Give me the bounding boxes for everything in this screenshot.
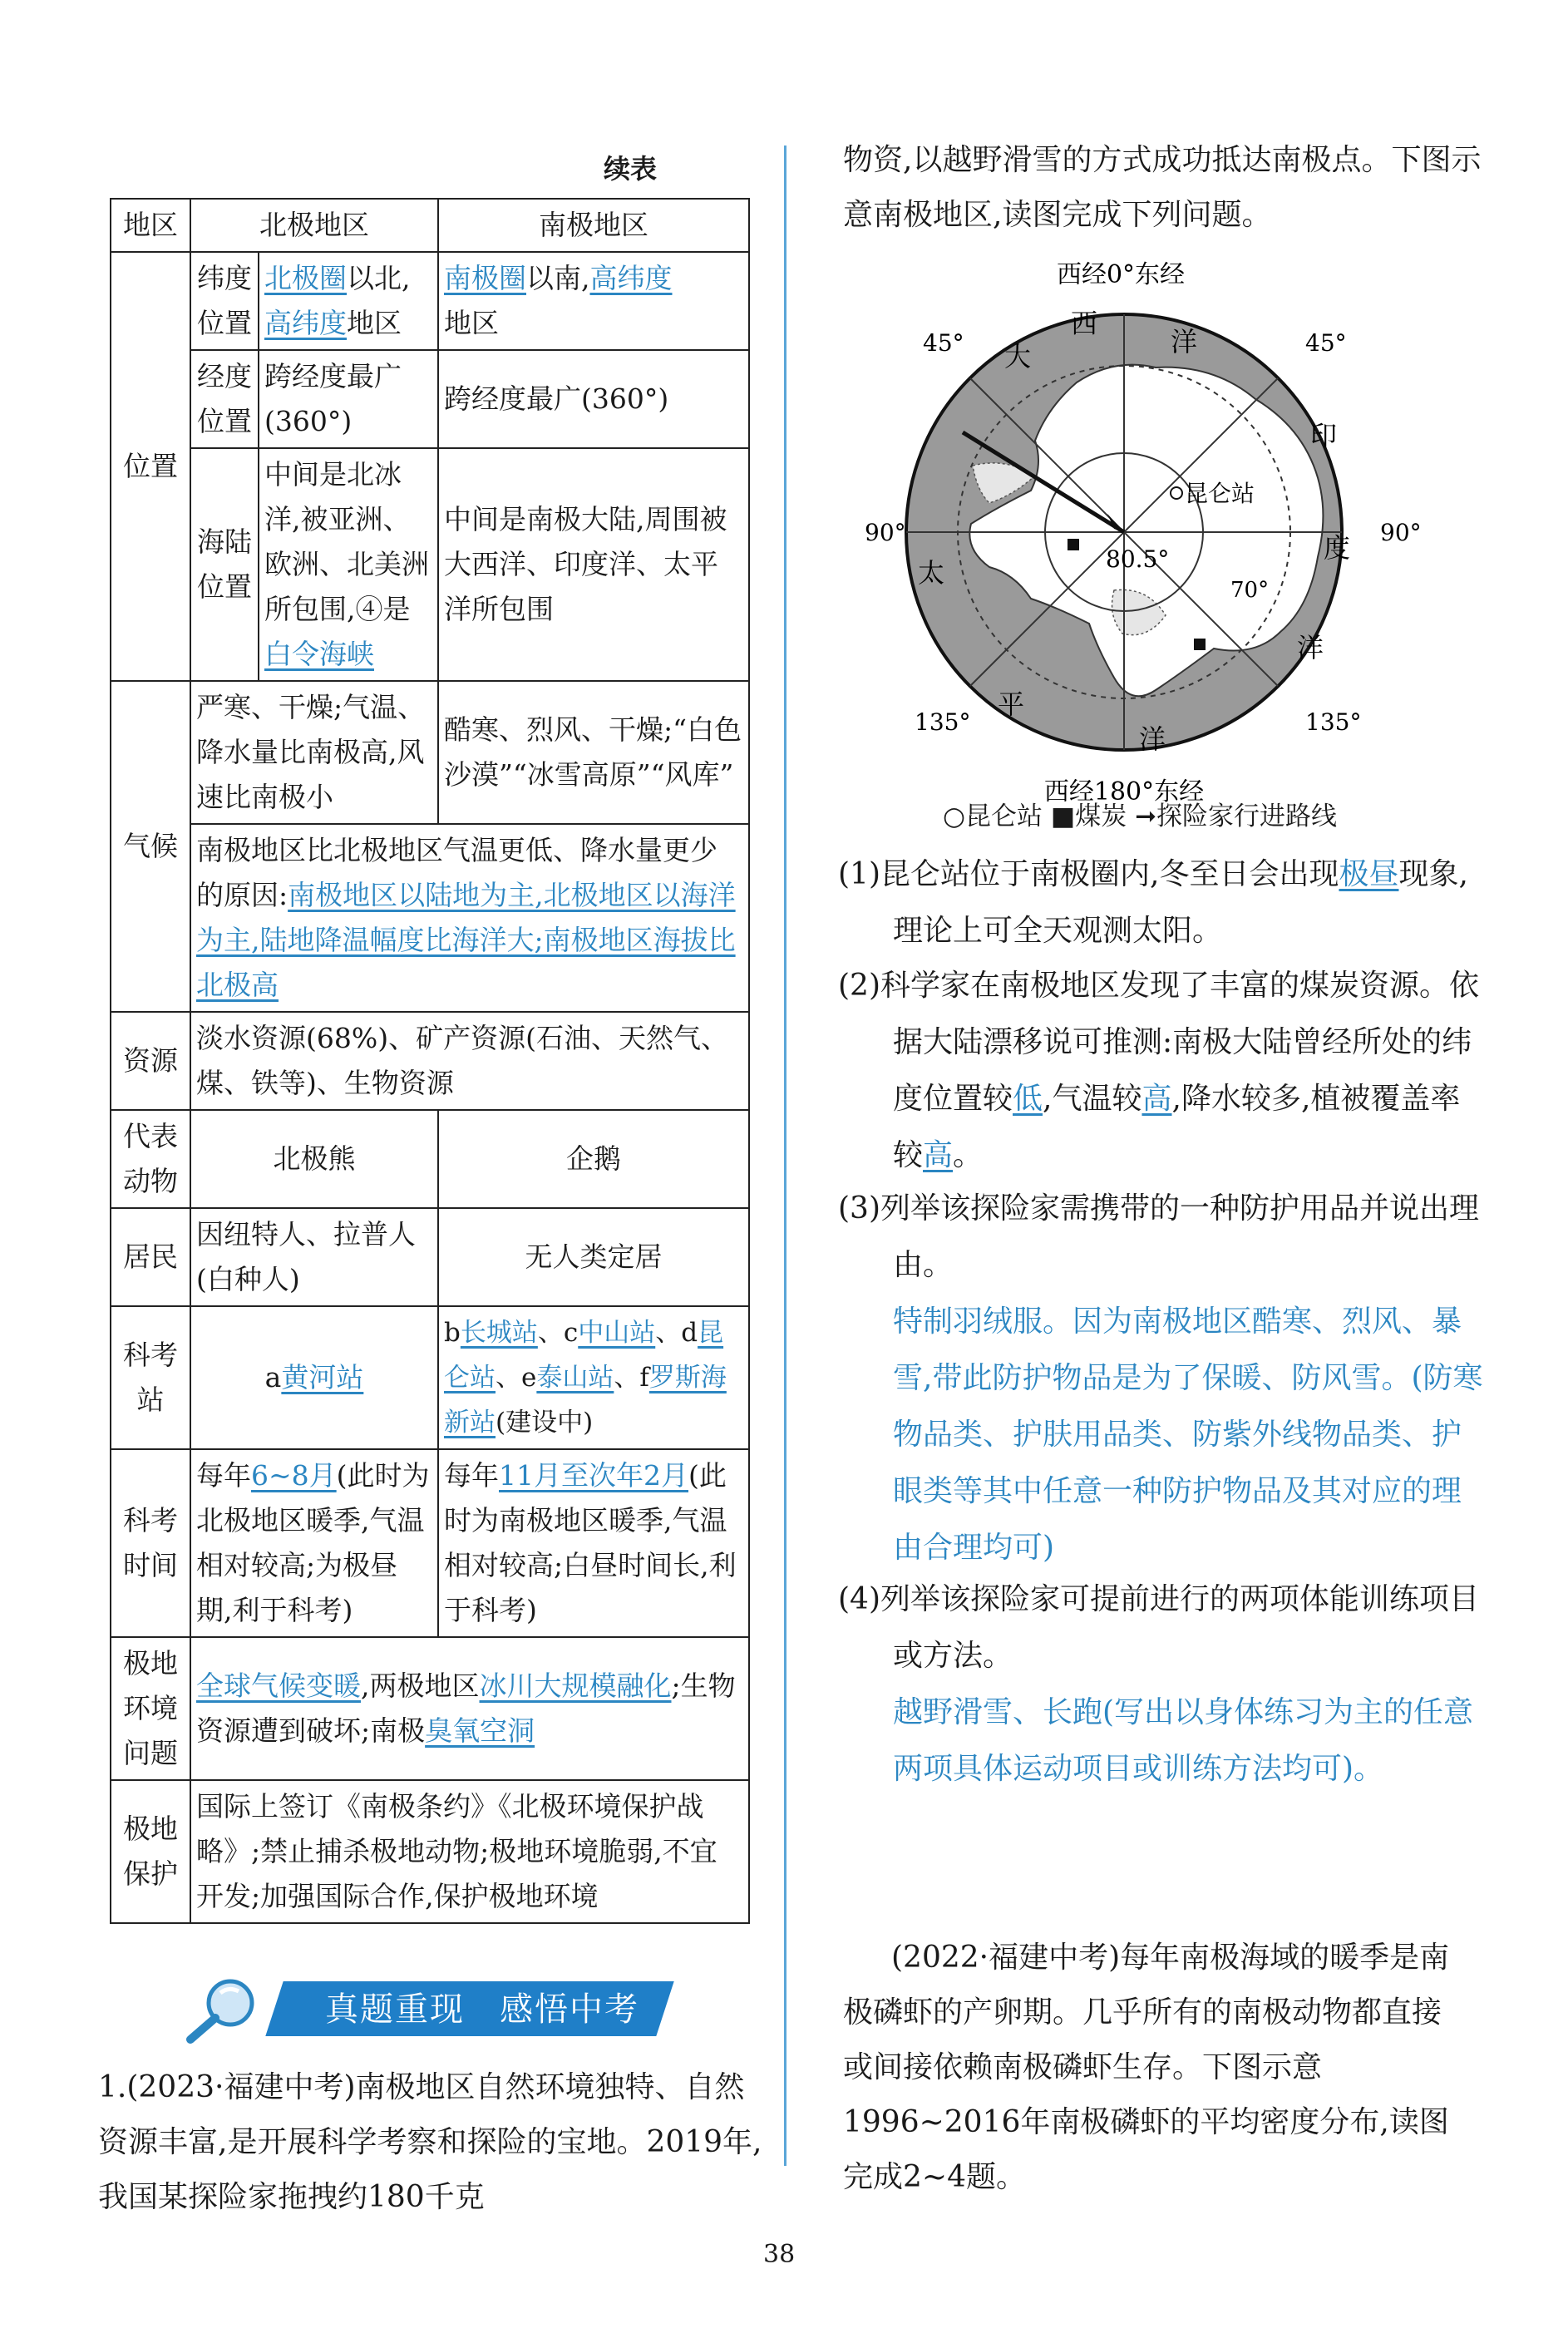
header-arctic: 北极地区 [190,199,438,252]
table-row-research-time [111,1449,749,1637]
lon-label-45e: 45° [1305,329,1347,357]
section-header [179,1975,678,2040]
subquestion-2: (2)科学家在南极地区发现了丰富的煤炭资源。依据大陆漂移说可推测:南极大陆曾经所处的纬度位置较低,气温较高,降水较多,植被覆盖率较高。 [838,969,1479,1172]
row-label-stations: 科考站 [111,1306,190,1449]
subquestion-3: (3)列举该探险家需携带的一种防护用品并说出理由。 特制羽绒服。因为南极地区酷寒、烈风、暴雪,带此防护物品是为了保暖、防风雪。(防寒物品类、护肤用品类、防紫外线物品类、护眼类等其中任意一种防护物品及其对应的理由合理均可) [838,1181,1487,1576]
ocean-char-pacific-1: 太 [918,557,945,589]
map-top-label: 西经0°东经 [1056,260,1186,289]
row-label-resources: 资源 [111,1012,190,1110]
cell-antarctic-latitude: 南极圈以南,高纬度 地区 [438,252,749,350]
cell-arctic-animal: 北极熊 [190,1110,438,1208]
subquestion-4: (4)列举该探险家可提前进行的两项体能训练项目或方法。 越野滑雪、长跑(写出以身体练习为主的任意两项具体运动项目或训练方法均可)。 [838,1571,1487,1798]
page-number: 38 [763,2240,796,2269]
table-header-row [111,199,749,252]
cell-antarctic-residents: 无人类定居 [438,1208,749,1306]
row-label-protection: 极地保护 [111,1780,190,1923]
coal-marker [1068,539,1079,550]
table-row-climate [111,681,749,824]
row-label-env-issues: 极地环境问题 [111,1637,190,1780]
cell-antarctic-land-sea: 中间是南极大陆,周围被大西洋、印度洋、太平洋所包围 [438,448,749,681]
question-2-intro: (2022·福建中考)每年南极海域的暖季是南极磷虾的产卵期。几乎所有的南极动物都直接或间接依赖南极磷虾生存。下图示意1996~2016年南极磷虾的平均密度分布,读图完成2~4题。 [843,1941,1450,2194]
cell-antarctic-stations: b长城站、c中山站、d昆仑站、e泰山站、f罗斯海新站(建设中) [438,1306,749,1449]
subquestion-3-answer: 特制羽绒服。因为南极地区酷寒、烈风、暴雪,带此防护物品是为了保暖、防风雪。(防寒物品类、护肤用品类、防紫外线物品类、护眼类等其中任意一种防护物品及其对应的理由合理均可) [893,1305,1483,1565]
ocean-char-pacific-3: 洋 [1139,723,1166,755]
map-legend [943,798,1337,835]
legend-route: ➞探险家行进路线 [1135,802,1338,831]
cell-arctic-latitude: 北极圈以北,高纬度地区 [259,252,438,350]
cell-resources: 淡水资源(68%)、矿产资源(石油、天然气、煤、铁等)、生物资源 [190,1012,749,1110]
table-row-protection [111,1780,749,1923]
subquestion-1: (1)昆仑站位于南极圈内,冬至日会出现极昼现象,理论上可全天观测太阳。 [838,857,1468,948]
kunlun-station-marker [1171,487,1182,499]
ocean-char-atlantic-1: 大 [1004,341,1032,372]
lon-label-45w: 45° [923,329,964,357]
table-row-climate-reason [111,824,749,1012]
cell-arctic-land-sea: 中间是北冰洋,被亚洲、欧洲、北美洲所包围,④是白令海峡 [259,448,438,681]
lon-label-90w: 90° [865,519,906,546]
cell-arctic-climate: 严寒、干燥;气温、降水量比南极高,风速比南极小 [190,681,438,824]
cell-antarctic-longitude: 跨经度最广(360°) [438,350,749,448]
cell-arctic-stations: a黄河站 [190,1306,438,1449]
ocean-char-indian-2: 度 [1324,532,1351,564]
column-divider [784,146,786,2166]
continued-label: 续表 [604,153,658,185]
question-1-intro-continued: 物资,以越野滑雪的方式成功抵达南极点。下图示意南极地区,读图完成下列问题。 [843,143,1482,232]
subquestion-4-answer: 越野滑雪、长跑(写出以身体练习为主的任意两项具体运动项目或训练方法均可)。 [893,1695,1474,1786]
lon-label-135w: 135° [915,708,971,736]
legend-station: ○昆仑站 [943,802,1043,831]
table-row-animals [111,1110,749,1208]
cell-antarctic-research-time: 每年11月至次年2月(此时为南极地区暖季,气温相对较高;白昼时间长,利于科考) [438,1449,749,1637]
cell-arctic-research-time: 每年6~8月(此时为北极地区暖季,气温相对较高;为极昼期,利于科考) [190,1449,438,1637]
row-label-position: 位置 [111,252,190,681]
table-row-residents [111,1208,749,1306]
row-label-climate: 气候 [111,681,190,1012]
header-antarctic: 南极地区 [438,199,749,252]
section-title: 真题重现 感悟中考 [325,1990,639,2029]
legend-coal: ■煤炭 [1050,802,1127,831]
lat-label-80-5: 80.5° [1106,545,1170,573]
table-row-env-issues [111,1637,749,1780]
table-row-resources [111,1012,749,1110]
coal-marker [1194,639,1206,650]
magnifier-icon [179,1975,270,2044]
row-label-research-time: 科考时间 [111,1449,190,1637]
cell-protection: 国际上签订《南极条约》《北极环境保护战略》;禁止捕杀极地动物;极地环境脆弱,不宜开发;加强国际合作,保护极地环境 [190,1780,749,1923]
ocean-char-indian-3: 洋 [1297,632,1324,663]
header-region: 地区 [111,199,190,252]
cell-climate-reason: 南极地区比北极地区气温更低、降水量更少的原因:南极地区以陆地为主,北极地区以海洋为主,陆地降温幅度比海洋大;南极地区海拔比北极高 [190,824,749,1012]
table-row-stations [111,1306,749,1449]
table-row-longitude [111,350,749,448]
row-label-residents: 居民 [111,1208,190,1306]
cell-env-issues: 全球气候变暖,两极地区冰川大规模融化;生物资源遭到破坏;南极臭氧空洞 [190,1637,749,1780]
table-row-latitude [111,252,749,350]
antarctic-map [865,258,1447,831]
sub-label-latitude: 纬度位置 [190,252,259,350]
lon-label-90e: 90° [1380,519,1422,546]
ocean-char-indian-1: 印 [1310,420,1338,451]
sub-label-longitude: 经度位置 [190,350,259,448]
lat-label-70: 70° [1230,578,1270,603]
cell-antarctic-climate: 酷寒、烈风、干燥;“白色沙漠”“冰雪高原”“风库” [438,681,749,824]
map-bottom-label: 西经180°东经 [1043,777,1205,806]
cell-arctic-longitude: 跨经度最广(360°) [259,350,438,448]
ocean-char-atlantic-2: 西 [1071,308,1098,339]
cell-arctic-residents: 因纽特人、拉普人(白种人) [190,1208,438,1306]
ocean-char-atlantic-3: 洋 [1171,326,1198,358]
polar-comparison-table [110,198,750,1924]
row-label-animals: 代表动物 [111,1110,190,1208]
question-1-intro: 1.(2023·福建中考)南极地区自然环境独特、自然资源丰富,是开展科学考察和探险的宝地。2019年,我国某探险家拖拽约180千克 [98,2070,762,2214]
lon-label-135e: 135° [1305,708,1362,736]
ocean-char-pacific-2: 平 [998,688,1025,720]
cell-antarctic-animal: 企鹅 [438,1110,749,1208]
kunlun-station-label: 昆仑站 [1185,480,1255,507]
sub-label-land-sea: 海陆位置 [190,448,259,681]
table-row-land-sea [111,448,749,681]
